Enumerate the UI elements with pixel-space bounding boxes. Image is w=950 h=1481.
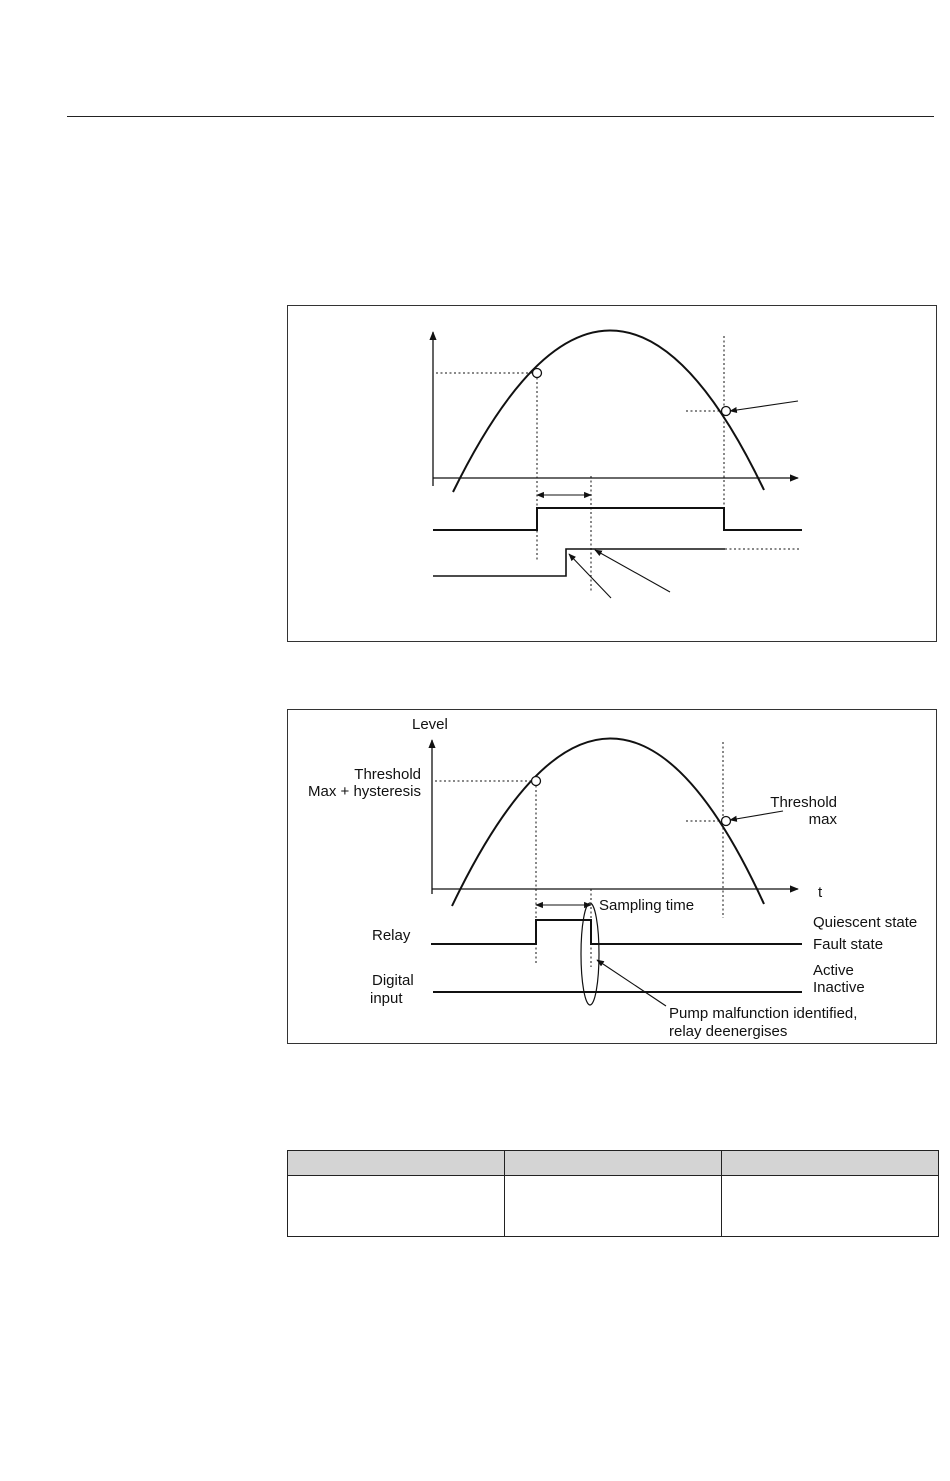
level-curve	[452, 738, 764, 906]
fault-transition-ellipse	[581, 903, 599, 1005]
malfunction-pointer-arrow	[597, 960, 666, 1006]
digital-pointer-arrow	[569, 554, 611, 598]
active-label: Active	[813, 962, 854, 979]
figure-unlabeled-diagram	[288, 306, 938, 643]
relay-pointer-arrow	[595, 550, 670, 592]
threshold-hysteresis-label: Threshold	[354, 766, 421, 783]
figure-labeled	[287, 709, 937, 1044]
table-header-cell	[722, 1151, 939, 1176]
digital-input-label: Digital	[372, 972, 414, 989]
pump-malfunction-label-2: relay deenergises	[669, 1023, 788, 1040]
table-header-cell	[288, 1151, 505, 1176]
max-point	[722, 407, 731, 416]
table-cell	[505, 1176, 722, 1237]
fault-state-label: Fault state	[813, 936, 884, 953]
relay-signal	[431, 920, 802, 944]
hysteresis-point	[533, 369, 542, 378]
figure-unlabeled	[287, 305, 937, 642]
info-table	[287, 1150, 939, 1237]
table-cell	[288, 1176, 505, 1237]
pump-malfunction-label: Pump malfunction identified,	[669, 1005, 858, 1022]
table-header-row	[288, 1151, 939, 1176]
table-cell	[722, 1176, 939, 1237]
hysteresis-point	[532, 777, 541, 786]
sampling-time-label: Sampling time	[599, 897, 695, 914]
table-row	[288, 1176, 939, 1237]
max-point	[722, 817, 731, 826]
time-axis-label: t	[818, 884, 823, 901]
table-header-cell	[505, 1151, 722, 1176]
relay-label: Relay	[372, 927, 411, 944]
threshold-hysteresis-label-2: Max + hysteresis	[308, 783, 421, 800]
level-curve	[453, 330, 764, 492]
digital-input-signal	[433, 549, 725, 576]
level-label: Level	[412, 716, 448, 733]
relay-signal	[433, 508, 802, 530]
threshold-max-label: Threshold	[770, 794, 837, 811]
digital-input-label-2: input	[370, 990, 403, 1007]
figure-labeled-diagram	[288, 710, 938, 1045]
threshold-max-label-2: max	[808, 811, 837, 828]
header-rule	[67, 116, 934, 117]
max-pointer-arrow	[730, 401, 798, 411]
max-pointer-arrow	[730, 811, 783, 820]
quiescent-state-label: Quiescent state	[813, 914, 918, 931]
inactive-label: Inactive	[813, 979, 865, 996]
